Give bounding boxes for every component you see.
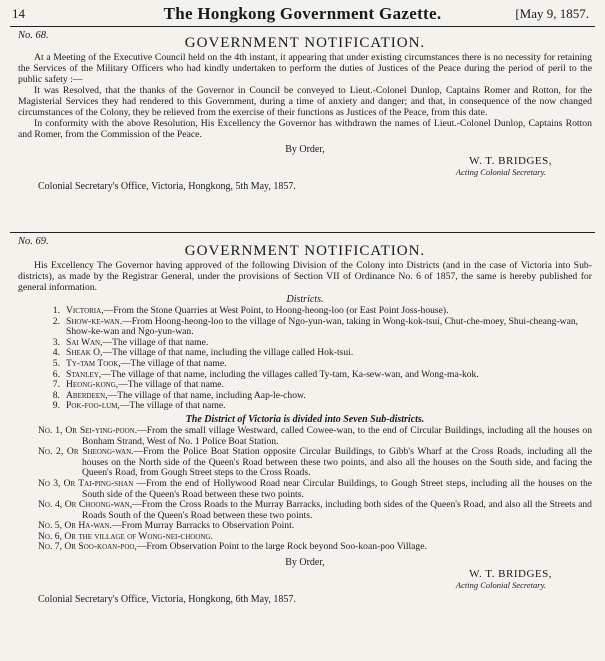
subdistrict-item: No. 1, Or Sei-ying-poon.—From the small village Westward, called Cowee-wan, to the end of Circular Buildings, including all the houses on Bonham Strand, West of No. 1 Police Boat Station. xyxy=(38,424,592,447)
notice-title: GOVERNMENT NOTIFICATION. xyxy=(184,243,426,259)
paragraph: It was Resolved, that the thanks of the Governor in Council be conveyed to Lieut.-Colonel Dunlop, Captains Romer and Rotton, for the Magisterial Services they had rendered to this Government, during a time of anxiety and danger; and that, in consequence of the now changed circumstances of the Colony, they be relieved from the exercise of their functions as Justices of the Peace, from this date. xyxy=(18,85,592,118)
gazette-header xyxy=(10,4,595,27)
subdistrict-item: No. 4, Or Choong-wan,—From the Cross Roads to the Murray Barracks, including both sides of the Queen's Road, and also all the Streets and Roads South of the Queen's Road between these two points. xyxy=(38,499,592,521)
notice-69 xyxy=(18,236,592,605)
signatory-name: W. T. BRIDGES, xyxy=(469,155,552,167)
intro-paragraph: His Excellency The Governor having approved of the following Division of the Colony into Districts (and in the case of Victoria into Sub-districts), as made by the Registrar General, under the provisions of Section VII of Ordinance No. 6 of 1857, the same is hereby published for general information. xyxy=(18,260,592,293)
paragraph: At a Meeting of the Executive Council held on the 4th instant, it appearing that under existing circumstances there is no necessity for retaining the Services of the Military Officers who had kindly undertaken to perform the duties of Justices of the Peace during the period of peril to the public safety :— xyxy=(18,52,592,85)
subdistrict-item: No 3, Or Tai-ping-shan —From the end of Hollywood Road near Circular Buildings, to Gough Street steps, including all the houses on the South side of the Queen's Road between these two points. xyxy=(38,477,592,500)
subdistricts-list xyxy=(18,426,592,553)
district-item: 1. Victoria,—From the Stone Quarries at West Point, to Hoong-heong-loo (or East Point Joss-house). xyxy=(52,305,449,316)
page-number: 14 xyxy=(12,6,25,21)
subdistrict-item: No. 7, Or Soo-koan-poo,—From Observation Point to the large Rock beyond Soo-koan-poo Village. xyxy=(38,541,427,553)
district-item: 3. Sai Wan,—The village of that name. xyxy=(52,336,209,348)
subdistrict-item: No. 5, Or Ha-wan.—From Murray Barracks to Observation Point. xyxy=(38,520,295,532)
signatory-title: Acting Colonial Secretary. xyxy=(455,167,546,177)
district-item: 2. Show-ke-wan.—From Hoong-heong-loo to the village of Ngo-yun-wan, taking in Wong-kok-tsui, Chut-che-moey, Shui-cheang-wan, Show-ke-wan and Ngo-yun-wan. xyxy=(52,315,579,338)
signature-block xyxy=(18,155,592,179)
divider xyxy=(10,232,595,233)
gazette-title: The Hongkong Government Gazette. xyxy=(163,4,442,23)
by-order: By Order, xyxy=(285,557,325,569)
office-line: Colonial Secretary's Office, Victoria, Hongkong, 5th May, 1857. xyxy=(38,181,296,192)
subdistrict-item: No. 2, Or Sheong-wan.—From the Police Boat Station opposite Circular Buildings, to Gibb's Wharf at the Cross Roads, including all the houses on the North side of the Queen's Road between these two points, and also all the houses on the South side, and facing the Queen's Road, from Gough Street steps to the Cross Roads. xyxy=(38,446,592,479)
signature-block xyxy=(18,568,592,592)
signatory-title: Acting Colonial Secretary. xyxy=(455,580,546,591)
notice-68 xyxy=(18,30,592,192)
notice-number: No. 68. xyxy=(18,30,49,41)
by-order: By Order, xyxy=(285,144,325,155)
district-item: 4. Sheak O,—The village of that name, including the village called Hok-tsui. xyxy=(52,347,354,359)
districts-list xyxy=(18,306,592,412)
district-item: 7. Heong-kong,—The village of that name. xyxy=(52,379,224,391)
notice-number: No. 69. xyxy=(18,236,49,247)
district-item: 6. Stanley,—The village of that name, including the villages called Ty-tam, Ka-sew-wan, and Wong-ma-kok. xyxy=(52,368,479,380)
gazette-date: [May 9, 1857. xyxy=(515,6,589,21)
district-item: 5. Ty-tam Took,—The village of that name. xyxy=(52,357,227,369)
subdistrict-item: No. 6, Or the village of Wong-nei-choong. xyxy=(38,530,213,542)
district-item: 9. Pok-foo-lum,—The village of that name. xyxy=(52,400,226,412)
notice-title: GOVERNMENT NOTIFICATION. xyxy=(184,35,426,51)
districts-heading: Districts. xyxy=(286,294,324,305)
district-item: 8. Aberdeen,—The village of that name, including Aap-le-chow. xyxy=(52,389,306,401)
office-line: Colonial Secretary's Office, Victoria, Hongkong, 6th May, 1857. xyxy=(38,594,296,606)
signatory-name: W. T. BRIDGES, xyxy=(469,568,552,581)
paragraph: In conformity with the above Resolution, His Excellency the Governor has withdrawn the names of Lieut.-Colonel Dunlop, Captains Rotton and Romer, from the Commission of the Peace. xyxy=(18,118,592,140)
subdistricts-heading: The District of Victoria is divided into Seven Sub-districts. xyxy=(185,413,425,425)
